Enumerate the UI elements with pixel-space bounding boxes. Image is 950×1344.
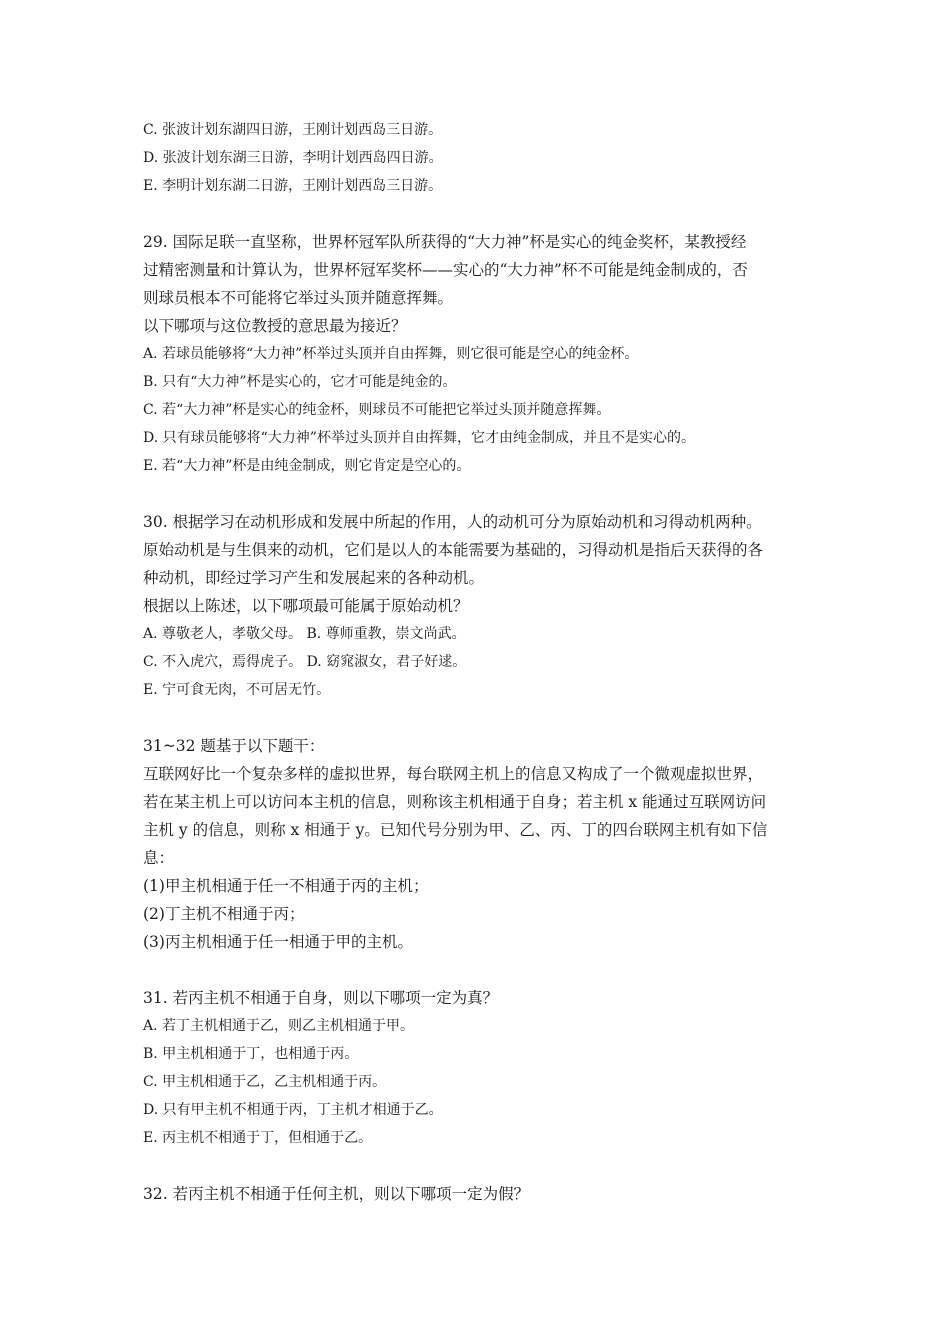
q28-option-d: D. 张波计划东湖三日游，李明计划西岛四日游。 [143, 150, 443, 166]
intro-condition-1: (1)甲主机相通于任一不相通于丙的主机； [143, 877, 429, 895]
q30-stem-line-1: 30. 根据学习在动机形成和发展中所起的作用，人的动机可分为原始动机和习得动机两种。 [143, 513, 762, 531]
q30-options-cd: C. 不入虎穴，焉得虎子。 D. 窈窕淑女，君子好逑。 [143, 654, 467, 670]
q28-options [143, 116, 813, 200]
q29-option-a: A. 若球员能够将“大力神”杯举过头顶并自由挥舞，则它很可能是空心的纯金杯。 [143, 346, 639, 362]
intro-condition-3: (3)丙主机相通于任一相通于甲的主机。 [143, 933, 413, 951]
question-31 [143, 984, 813, 1152]
intro-stem-line-1: 互联网好比一个复杂多样的虚拟世界，每台联网主机上的信息又构成了一个微观虚拟世界， [143, 765, 764, 783]
q31-option-c: C. 甲主机相通于乙，乙主机相通于丙。 [143, 1074, 387, 1090]
q28-option-c: C. 张波计划东湖四日游，王刚计划西岛三日游。 [143, 122, 443, 138]
intro-stem-line-2: 若在某主机上可以访问本主机的信息，则称该主机相通于自身；若主机 x 能通过互联网访问 [143, 793, 767, 811]
q29-option-b: B. 只有“大力神”杯是实心的，它才可能是纯金的。 [143, 374, 457, 390]
q29-question: 以下哪项与这位教授的意思最为接近？ [143, 317, 407, 335]
q29-stem-line-3: 则球员根本不可能将它举过头顶并随意挥舞。 [143, 289, 454, 307]
q31-option-a: A. 若丁主机相通于乙，则乙主机相通于甲。 [143, 1018, 415, 1034]
q30-option-e: E. 宁可食无肉，不可居无竹。 [143, 682, 331, 698]
q29-option-d: D. 只有球员能够将“大力神”杯举过头顶并自由挥舞，它才由纯金制成，并且不是实心的。 [143, 430, 695, 446]
intro-stem-line-4: 息： [143, 849, 175, 867]
q30-question: 根据以上陈述，以下哪项最可能属于原始动机？ [143, 597, 469, 615]
q30-options-ab: A. 尊敬老人，孝敬父母。 B. 尊师重教，崇文尚武。 [143, 626, 466, 642]
q30-stem-line-3: 种动机，即经过学习产生和发展起来的各种动机。 [143, 569, 485, 587]
q29-stem-line-2: 过精密测量和计算认为，世界杯冠军奖杯——实心的“大力神”杯不可能是纯金制成的，否 [143, 261, 748, 279]
q31-32-heading: 31~32 题基于以下题干： [143, 737, 325, 755]
q31-option-e: E. 丙主机不相通于丁，但相通于乙。 [143, 1130, 373, 1146]
intro-condition-2: (2)丁主机不相通于丙； [143, 905, 305, 923]
question-32 [143, 1180, 813, 1208]
q32-question: 32. 若丙主机不相通于任何主机，则以下哪项一定为假？ [143, 1185, 530, 1203]
q29-option-e: E. 若“大力神”杯是由纯金制成，则它肯定是空心的。 [143, 458, 471, 474]
q31-option-b: B. 甲主机相通于丁，也相通于丙。 [143, 1046, 359, 1062]
q29-option-c: C. 若“大力神”杯是实心的纯金杯，则球员不可能把它举过头顶并随意挥舞。 [143, 402, 611, 418]
q28-option-e: E. 李明计划东湖二日游，王刚计划西岛三日游。 [143, 178, 443, 194]
q29-stem-line-1: 29. 国际足联一直坚称，世界杯冠军队所获得的“大力神”杯是实心的纯金奖杯，某教授经 [143, 233, 747, 251]
q31-option-d: D. 只有甲主机不相通于丙，丁主机才相通于乙。 [143, 1102, 443, 1118]
intro-stem-line-3: 主机 y 的信息，则称 x 相通于 y。已知代号分别为甲、乙、丙、丁的四台联网主机有如下信 [143, 821, 768, 839]
document-page [143, 116, 813, 1208]
question-29 [143, 228, 813, 480]
q31-question: 31. 若丙主机不相通于自身，则以下哪项一定为真？ [143, 989, 499, 1007]
question-30 [143, 508, 813, 704]
q30-stem-line-2: 原始动机是与生俱来的动机，它们是以人的本能需要为基础的，习得动机是指后天获得的各 [143, 541, 764, 559]
q31-32-intro [143, 732, 813, 956]
